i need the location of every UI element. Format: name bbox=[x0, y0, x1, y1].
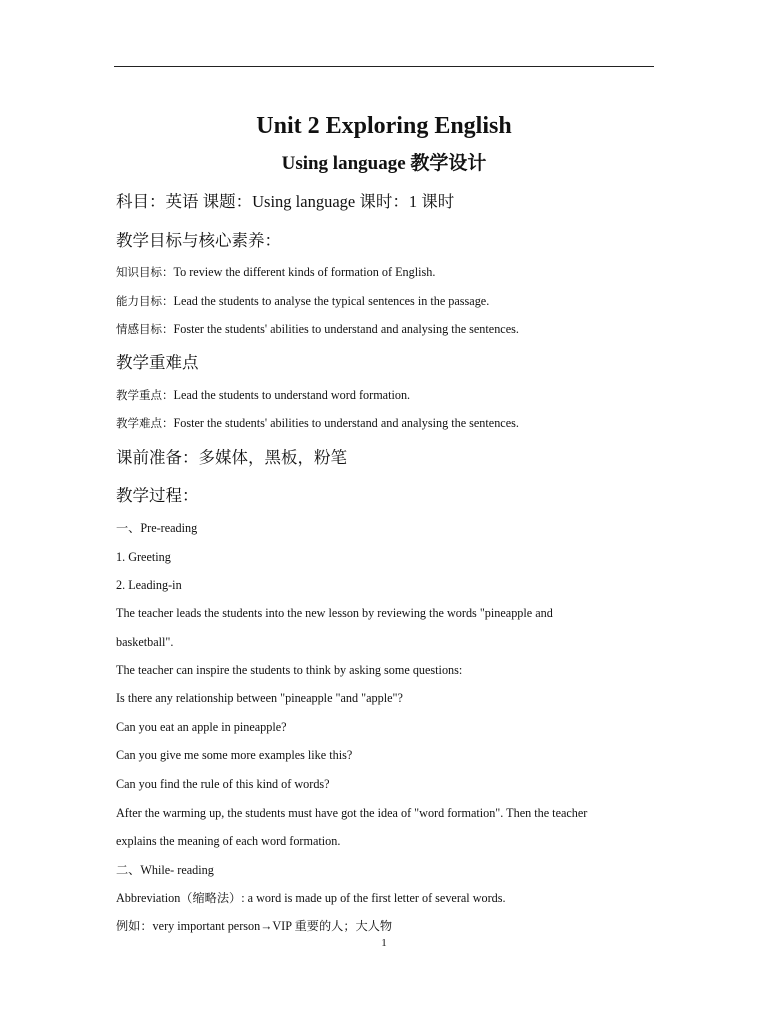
preparation-line: 课前准备：多媒体，黑板，粉笔 bbox=[116, 448, 347, 467]
objective-label: 能力目标： bbox=[116, 296, 174, 308]
objective-label: 知识目标： bbox=[116, 267, 174, 279]
key-point-label: 教学重点： bbox=[116, 390, 174, 402]
process-line: Is there any relationship between "pineapple "and "apple"? bbox=[116, 691, 403, 705]
key-point-focus bbox=[116, 386, 656, 405]
key-points-heading: 教学重难点 bbox=[116, 353, 199, 372]
document-subtitle: Using language 教学设计 bbox=[281, 153, 487, 174]
objective-text: Foster the students' abilities to understand and analysing the sentences. bbox=[173, 322, 519, 336]
process-line: basketball". bbox=[116, 635, 174, 649]
process-line: 2. Leading-in bbox=[116, 578, 182, 592]
process-line: Can you eat an apple in pineapple? bbox=[116, 720, 287, 734]
objective-label: 情感目标： bbox=[116, 324, 174, 336]
key-point-text: Foster the students' abilities to understand and analysing the sentences. bbox=[173, 416, 519, 430]
process-line: 1. Greeting bbox=[116, 550, 171, 564]
objective-knowledge bbox=[116, 263, 656, 282]
process-line: Abbreviation（缩略法）: a word is made up of the first letter of several words. bbox=[116, 891, 506, 905]
objective-ability bbox=[116, 292, 656, 311]
key-point-text: Lead the students to understand word formation. bbox=[173, 388, 411, 402]
process-line: Can you give me some more examples like this? bbox=[116, 748, 353, 762]
process-line: The teacher can inspire the students to think by asking some questions: bbox=[116, 663, 463, 677]
process-line: The teacher leads the students into the new lesson by reviewing the words "pineapple and bbox=[116, 606, 553, 620]
header-rule bbox=[114, 66, 654, 67]
page-number: 1 bbox=[381, 937, 387, 949]
objective-text: Lead the students to analyse the typical sentences in the passage. bbox=[173, 294, 490, 308]
key-point-difficulty bbox=[116, 414, 656, 433]
objectives-heading: 教学目标与核心素养： bbox=[116, 231, 281, 250]
objective-text: To review the different kinds of formation of English. bbox=[173, 265, 436, 279]
process-line: explains the meaning of each word formation. bbox=[116, 834, 341, 848]
objective-emotion bbox=[116, 320, 656, 339]
process-line: 二、While- reading bbox=[116, 863, 214, 877]
document-title: Unit 2 Exploring English bbox=[256, 113, 512, 139]
process-heading: 教学过程： bbox=[116, 486, 199, 505]
process-line: 例如：very important person→VIP 重要的人；大人物 bbox=[116, 919, 393, 933]
process-line: Can you find the rule of this kind of words? bbox=[116, 777, 330, 791]
process-line: 一、Pre-reading bbox=[116, 521, 198, 535]
process-line: After the warming up, the students must have got the idea of "word formation". Then the teacher bbox=[116, 806, 588, 820]
meta-line: 科目：英语 课题：Using language 课时：1 课时 bbox=[116, 192, 455, 211]
key-point-label: 教学难点： bbox=[116, 418, 174, 430]
